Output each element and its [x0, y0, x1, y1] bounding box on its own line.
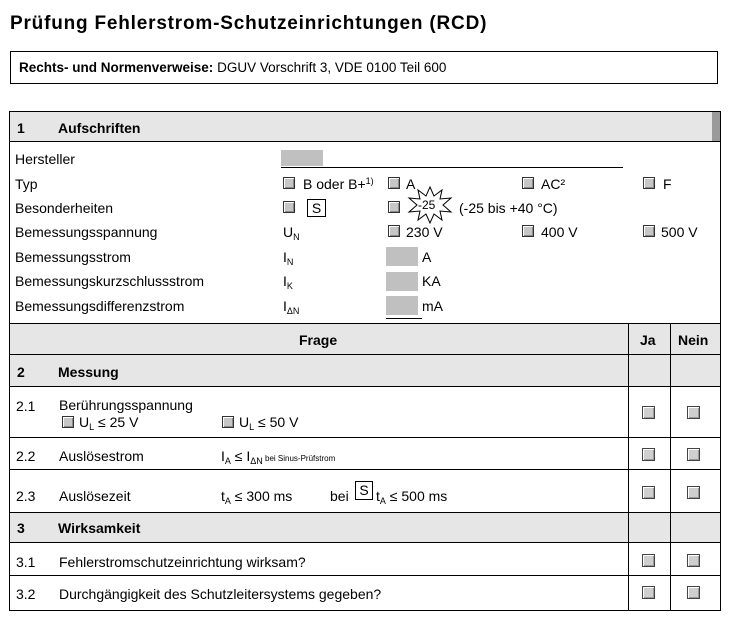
selective-s-symbol: S: [307, 199, 326, 217]
q32-ja-checkbox[interactable]: [642, 586, 655, 599]
label-bemessungsstrom: Bemessungsstrom: [15, 249, 131, 265]
q32-text: Durchgängigkeit des Schutzleitersystems gegeben?: [59, 586, 382, 602]
symbol-in: $I_N$: [283, 249, 294, 267]
q21-opt25-label: $U_L \le 25$ V: [79, 414, 139, 432]
divider: [10, 542, 720, 543]
q23-nein-checkbox[interactable]: [687, 486, 700, 499]
q21-nein-checkbox[interactable]: [687, 406, 700, 419]
section1-title: Aufschriften: [58, 120, 141, 136]
typ-f-checkbox[interactable]: [643, 177, 655, 189]
q22-ja-checkbox[interactable]: [642, 448, 655, 461]
typ-b-label: B oder B+$^{1)}$: [303, 176, 374, 192]
label-bemessungsspannung: Bemessungsspannung: [15, 224, 158, 240]
label-besonderheiten: Besonderheiten: [15, 200, 114, 216]
q22-number: 2.2: [16, 448, 36, 464]
q31-number: 3.1: [16, 554, 36, 570]
q21-ja-checkbox[interactable]: [642, 406, 655, 419]
symbol-un: $U_N$: [283, 224, 300, 242]
q23-text: Auslösezeit: [59, 488, 131, 504]
label-kurzschlussstrom: Bemessungskurzschlussstrom: [15, 273, 205, 289]
typ-ac-label: AC²: [541, 176, 566, 192]
frost-star-label: -25: [418, 198, 436, 212]
q23-bei: bei: [330, 488, 349, 504]
unit-ma: mA: [422, 298, 443, 314]
kurzschlussstrom-input[interactable]: [386, 272, 418, 291]
symbol-idn: $I_{\Delta N}$: [283, 298, 300, 316]
divider: [10, 386, 720, 387]
q23-limit-300: $t_A \le 300$ ms: [221, 488, 293, 506]
bemessungsstrom-input[interactable]: [386, 247, 418, 266]
references-box: [10, 51, 718, 84]
section1-header-edge: [712, 112, 720, 141]
typ-f-label: F: [663, 176, 672, 192]
differenzstrom-input[interactable]: [386, 296, 418, 315]
typ-ac-checkbox[interactable]: [522, 177, 534, 189]
q21-opt25-checkbox[interactable]: [62, 416, 74, 428]
voltage-230-label: 230 V: [406, 224, 443, 240]
divider: [10, 575, 720, 576]
typ-a-checkbox[interactable]: [388, 177, 400, 189]
header-frage: Frage: [299, 332, 338, 348]
divider: [10, 469, 720, 470]
q21-text: Berührungsspannung: [59, 397, 193, 413]
q21-number: 2.1: [16, 398, 36, 414]
label-typ: Typ: [15, 176, 38, 192]
q31-text: Fehlerstromschutzeinrichtung wirksam?: [59, 554, 306, 570]
section2-number: 2: [17, 364, 25, 380]
q31-nein-checkbox[interactable]: [687, 554, 700, 567]
unit-ka: KA: [422, 273, 441, 289]
unit-a: A: [422, 249, 432, 265]
header-ja: Ja: [640, 332, 656, 348]
q21-opt50-checkbox[interactable]: [222, 416, 234, 428]
column-divider-nein: [670, 324, 671, 610]
q23-selective-s-symbol: S: [355, 481, 373, 500]
section1-number: 1: [17, 120, 25, 136]
references-value: DGUV Vorschrift 3, VDE 0100 Teil 600: [213, 60, 447, 75]
voltage-500-checkbox[interactable]: [643, 225, 655, 237]
q21-opt50-label: $U_L \le 50$ V: [239, 414, 299, 432]
q31-ja-checkbox[interactable]: [642, 554, 655, 567]
voltage-500-label: 500 V: [661, 224, 698, 240]
besonderheit-s-checkbox[interactable]: [283, 201, 295, 213]
references-label: Rechts- und Normenverweise:: [19, 60, 214, 75]
q22-formula: $I_A \le I_{\Delta N}$ bei Sinus-Prüfstrom: [221, 448, 336, 466]
references-text: [19, 60, 446, 75]
section3-title: Wirksamkeit: [58, 520, 141, 536]
divider: [10, 437, 720, 438]
divider: [10, 141, 720, 142]
differenzstrom-underline: [386, 318, 422, 319]
q23-limit-500: $t_A \le 500$ ms: [376, 488, 448, 506]
besonderheit-minus25-checkbox[interactable]: [388, 201, 400, 213]
q32-nein-checkbox[interactable]: [687, 586, 700, 599]
temperature-range: (-25 bis +40 °C): [459, 200, 558, 216]
header-row: [10, 324, 720, 354]
hersteller-input[interactable]: [281, 150, 323, 166]
symbol-ik: $I_K$: [283, 273, 293, 291]
form-table: [9, 111, 721, 611]
q23-ja-checkbox[interactable]: [642, 486, 655, 499]
header-nein: Nein: [678, 332, 709, 348]
voltage-230-checkbox[interactable]: [388, 225, 400, 237]
q22-text: Auslösestrom: [59, 448, 144, 464]
label-differenzstrom: Bemessungsdifferenzstrom: [15, 298, 185, 314]
page-title: Prüfung Fehlerstrom-Schutzeinrichtungen (RCD): [10, 13, 488, 34]
label-hersteller: Hersteller: [15, 151, 75, 167]
q23-number: 2.3: [16, 488, 36, 504]
column-divider-ja: [628, 324, 629, 610]
voltage-400-checkbox[interactable]: [522, 225, 534, 237]
section2-title: Messung: [58, 364, 119, 380]
q22-nein-checkbox[interactable]: [687, 448, 700, 461]
section3-number: 3: [17, 520, 25, 536]
hersteller-underline: [281, 167, 623, 168]
q32-number: 3.2: [16, 586, 36, 602]
voltage-400-label: 400 V: [541, 224, 578, 240]
typ-b-checkbox[interactable]: [283, 177, 295, 189]
typ-a-label: A: [406, 176, 416, 192]
